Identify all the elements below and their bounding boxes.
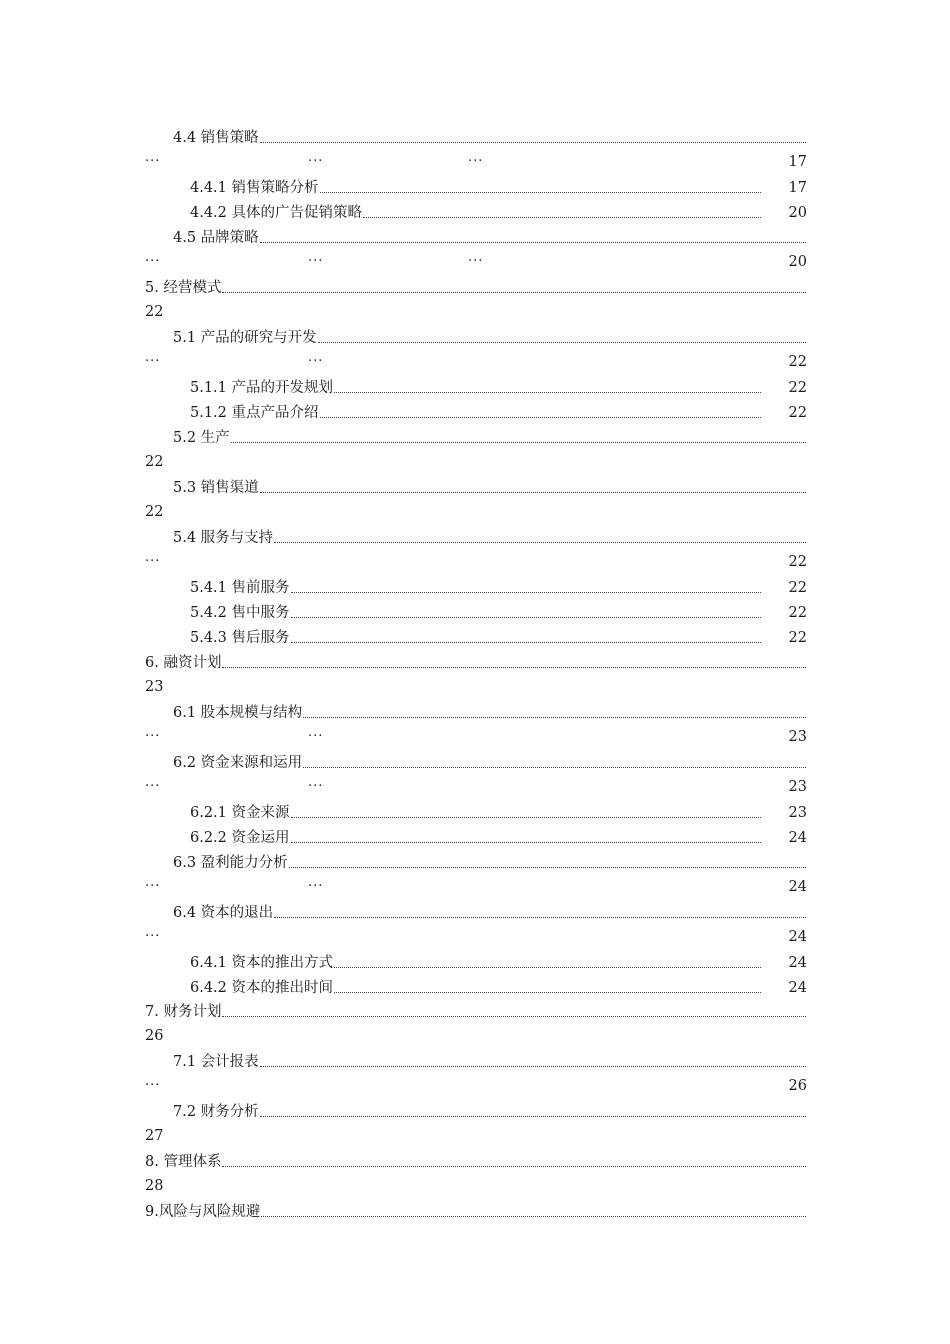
toc-page-number: 22 bbox=[788, 605, 807, 621]
toc-entry-7-1[interactable] bbox=[145, 1050, 807, 1072]
dot-leader: ... bbox=[145, 725, 161, 740]
toc-entry-6-4-1[interactable] bbox=[145, 951, 807, 973]
toc-entry-label: 5.4.1 售前服务 bbox=[190, 580, 290, 596]
toc-page-number: 20 bbox=[788, 254, 807, 270]
dot-leader bbox=[291, 842, 761, 843]
toc-entry-4-4-2[interactable] bbox=[145, 201, 807, 223]
toc-entry-continuation bbox=[145, 351, 807, 373]
dot-leader bbox=[291, 592, 761, 593]
dot-leader bbox=[274, 917, 806, 918]
dot-leader: ... bbox=[308, 150, 324, 165]
toc-entry-label: 4.4.1 销售策略分析 bbox=[190, 180, 319, 196]
dot-leader: ... bbox=[145, 1074, 161, 1089]
toc-entry-5-1-2[interactable] bbox=[145, 401, 807, 423]
toc-entry-label: 6.4 资本的退出 bbox=[173, 905, 274, 921]
dot-leader bbox=[222, 292, 806, 293]
dot-leader bbox=[291, 642, 761, 643]
dot-leader: ... bbox=[308, 250, 324, 265]
toc-page-number: 24 bbox=[788, 929, 807, 945]
toc-entry-continuation bbox=[145, 1125, 807, 1147]
dot-leader bbox=[222, 667, 806, 668]
toc-entry-label: 5.4.2 售中服务 bbox=[190, 605, 290, 621]
toc-entry-5-4-2[interactable] bbox=[145, 601, 807, 623]
dot-leader bbox=[260, 1066, 806, 1067]
toc-entry-label: 5.2 生产 bbox=[173, 430, 230, 446]
dot-leader: ... bbox=[145, 925, 161, 940]
toc-page-number: 22 bbox=[788, 580, 807, 596]
toc-entry-label: 5.4 服务与支持 bbox=[173, 530, 274, 546]
toc-entry-continuation bbox=[145, 151, 807, 173]
toc-page-number: 22 bbox=[788, 354, 807, 370]
toc-entry-continuation bbox=[145, 1175, 807, 1197]
toc-entry-label: 6.4.2 资本的推出时间 bbox=[190, 980, 334, 996]
toc-entry-8[interactable] bbox=[145, 1150, 807, 1172]
dot-leader bbox=[274, 542, 806, 543]
toc-entry-continuation bbox=[145, 876, 807, 898]
toc-entry-continuation bbox=[145, 251, 807, 273]
dot-leader bbox=[260, 1116, 806, 1117]
toc-entry-7-2[interactable] bbox=[145, 1100, 807, 1122]
toc-entry-6-1[interactable] bbox=[145, 701, 807, 723]
toc-page-number: 17 bbox=[788, 154, 807, 170]
toc-page-number: 22 bbox=[788, 554, 807, 570]
toc-entry-5-1-1[interactable] bbox=[145, 376, 807, 398]
toc-entry-label: 7. 财务计划 bbox=[145, 1004, 222, 1020]
dot-leader: ... bbox=[468, 250, 484, 265]
toc-entry-continuation bbox=[145, 1025, 807, 1047]
dot-leader bbox=[291, 817, 761, 818]
toc-entry-label: 7.2 财务分析 bbox=[173, 1104, 259, 1120]
toc-entry-label: 6. 融资计划 bbox=[145, 655, 222, 671]
dot-leader: ... bbox=[145, 775, 161, 790]
toc-page-number: 24 bbox=[788, 980, 807, 996]
dot-leader bbox=[261, 1216, 806, 1217]
toc-entry-continuation bbox=[145, 776, 807, 798]
toc-entry-label: 6.1 股本规模与结构 bbox=[173, 705, 303, 721]
dot-leader: ... bbox=[145, 350, 161, 365]
toc-page-number: 24 bbox=[788, 879, 807, 895]
toc-page-number: 22 bbox=[788, 380, 807, 396]
dot-leader: ... bbox=[468, 150, 484, 165]
toc-entry-label: 9.风险与风险规避 bbox=[145, 1204, 261, 1220]
dot-leader: ... bbox=[308, 350, 324, 365]
toc-entry-label: 5.1.2 重点产品介绍 bbox=[190, 405, 319, 421]
dot-leader: ... bbox=[145, 550, 161, 565]
dot-leader bbox=[260, 242, 806, 243]
dot-leader: ... bbox=[145, 250, 161, 265]
toc-page-number: 23 bbox=[788, 729, 807, 745]
dot-leader: ... bbox=[308, 725, 324, 740]
toc-entry-label: 6.2 资金来源和运用 bbox=[173, 755, 303, 771]
toc-page-number: 17 bbox=[788, 180, 807, 196]
dot-leader: ... bbox=[308, 875, 324, 890]
toc-page-number: 23 bbox=[788, 779, 807, 795]
toc-entry-4-5[interactable] bbox=[145, 226, 807, 248]
toc-entry-label: 5.3 销售渠道 bbox=[173, 480, 259, 496]
toc-entry-label: 6.2.1 资金来源 bbox=[190, 805, 290, 821]
toc-entry-5-2[interactable] bbox=[145, 426, 807, 448]
toc-entry-label: 6.2.2 资金运用 bbox=[190, 830, 290, 846]
toc-page-number: 22 bbox=[145, 454, 164, 470]
dot-leader bbox=[318, 342, 806, 343]
dot-leader bbox=[222, 1016, 806, 1017]
toc-page-number: 20 bbox=[788, 205, 807, 221]
dot-leader bbox=[363, 217, 761, 218]
toc-page-number: 22 bbox=[145, 304, 164, 320]
toc-entry-continuation bbox=[145, 301, 807, 323]
dot-leader: ... bbox=[145, 150, 161, 165]
dot-leader bbox=[334, 392, 761, 393]
toc-page-number: 24 bbox=[788, 830, 807, 846]
toc-entry-6-4-2[interactable] bbox=[145, 976, 807, 998]
toc-entry-5-4[interactable] bbox=[145, 526, 807, 548]
toc-entry-6[interactable] bbox=[145, 651, 807, 673]
toc-entry-4-4[interactable] bbox=[145, 126, 807, 148]
toc-entry-6-2-1[interactable] bbox=[145, 801, 807, 823]
toc-entry-label: 5.1 产品的研究与开发 bbox=[173, 330, 317, 346]
dot-leader bbox=[260, 492, 806, 493]
dot-leader bbox=[334, 992, 761, 993]
toc-entry-continuation bbox=[145, 1075, 807, 1097]
toc-entry-label: 8. 管理体系 bbox=[145, 1154, 222, 1170]
toc-entry-label: 4.4 销售策略 bbox=[173, 130, 259, 146]
toc-entry-6-3[interactable] bbox=[145, 851, 807, 873]
toc-page-number: 22 bbox=[788, 405, 807, 421]
dot-leader bbox=[303, 767, 806, 768]
toc-entry-7[interactable] bbox=[145, 1000, 807, 1022]
toc-page-number: 26 bbox=[788, 1078, 807, 1094]
toc-entry-5-4-1[interactable] bbox=[145, 576, 807, 598]
toc-entry-continuation bbox=[145, 551, 807, 573]
dot-leader: ... bbox=[145, 875, 161, 890]
dot-leader bbox=[291, 617, 761, 618]
toc-page-number: 24 bbox=[788, 955, 807, 971]
dot-leader bbox=[222, 1166, 806, 1167]
dot-leader bbox=[303, 717, 806, 718]
toc-entry-label: 5. 经营模式 bbox=[145, 280, 222, 296]
toc-entry-6-2-2[interactable] bbox=[145, 826, 807, 848]
toc-entry-9[interactable] bbox=[145, 1200, 807, 1222]
toc-page-number: 22 bbox=[145, 504, 164, 520]
toc-entry-label: 7.1 会计报表 bbox=[173, 1054, 259, 1070]
toc-page-number: 27 bbox=[145, 1128, 164, 1144]
toc-entry-5-3[interactable] bbox=[145, 476, 807, 498]
toc-entry-label: 5.4.3 售后服务 bbox=[190, 630, 290, 646]
toc-entry-continuation bbox=[145, 726, 807, 748]
toc-page-number: 23 bbox=[145, 679, 164, 695]
dot-leader bbox=[231, 442, 806, 443]
dot-leader bbox=[334, 967, 761, 968]
toc-entry-continuation bbox=[145, 676, 807, 698]
toc-entry-continuation bbox=[145, 926, 807, 948]
dot-leader bbox=[320, 192, 761, 193]
toc-entry-6-4[interactable] bbox=[145, 901, 807, 923]
toc-entry-5-4-3[interactable] bbox=[145, 626, 807, 648]
toc-entry-continuation bbox=[145, 501, 807, 523]
toc-entry-6-2[interactable] bbox=[145, 751, 807, 773]
dot-leader: ... bbox=[308, 775, 324, 790]
dot-leader bbox=[289, 867, 806, 868]
dot-leader bbox=[260, 142, 806, 143]
toc-page-number: 23 bbox=[788, 805, 807, 821]
toc-page-number: 26 bbox=[145, 1028, 164, 1044]
toc-entry-label: 6.3 盈利能力分析 bbox=[173, 855, 288, 871]
toc-entry-label: 6.4.1 资本的推出方式 bbox=[190, 955, 334, 971]
toc-entry-label: 5.1.1 产品的开发规划 bbox=[190, 380, 334, 396]
toc-page-number: 28 bbox=[145, 1178, 164, 1194]
toc-entry-4-4-1[interactable] bbox=[145, 176, 807, 198]
toc-entry-5[interactable] bbox=[145, 276, 807, 298]
toc-entry-5-1[interactable] bbox=[145, 326, 807, 348]
toc-entry-label: 4.5 品牌策略 bbox=[173, 230, 259, 246]
dot-leader bbox=[320, 417, 761, 418]
toc-page-number: 22 bbox=[788, 630, 807, 646]
toc-entry-continuation bbox=[145, 451, 807, 473]
toc-entry-label: 4.4.2 具体的广告促销策略 bbox=[190, 205, 363, 221]
